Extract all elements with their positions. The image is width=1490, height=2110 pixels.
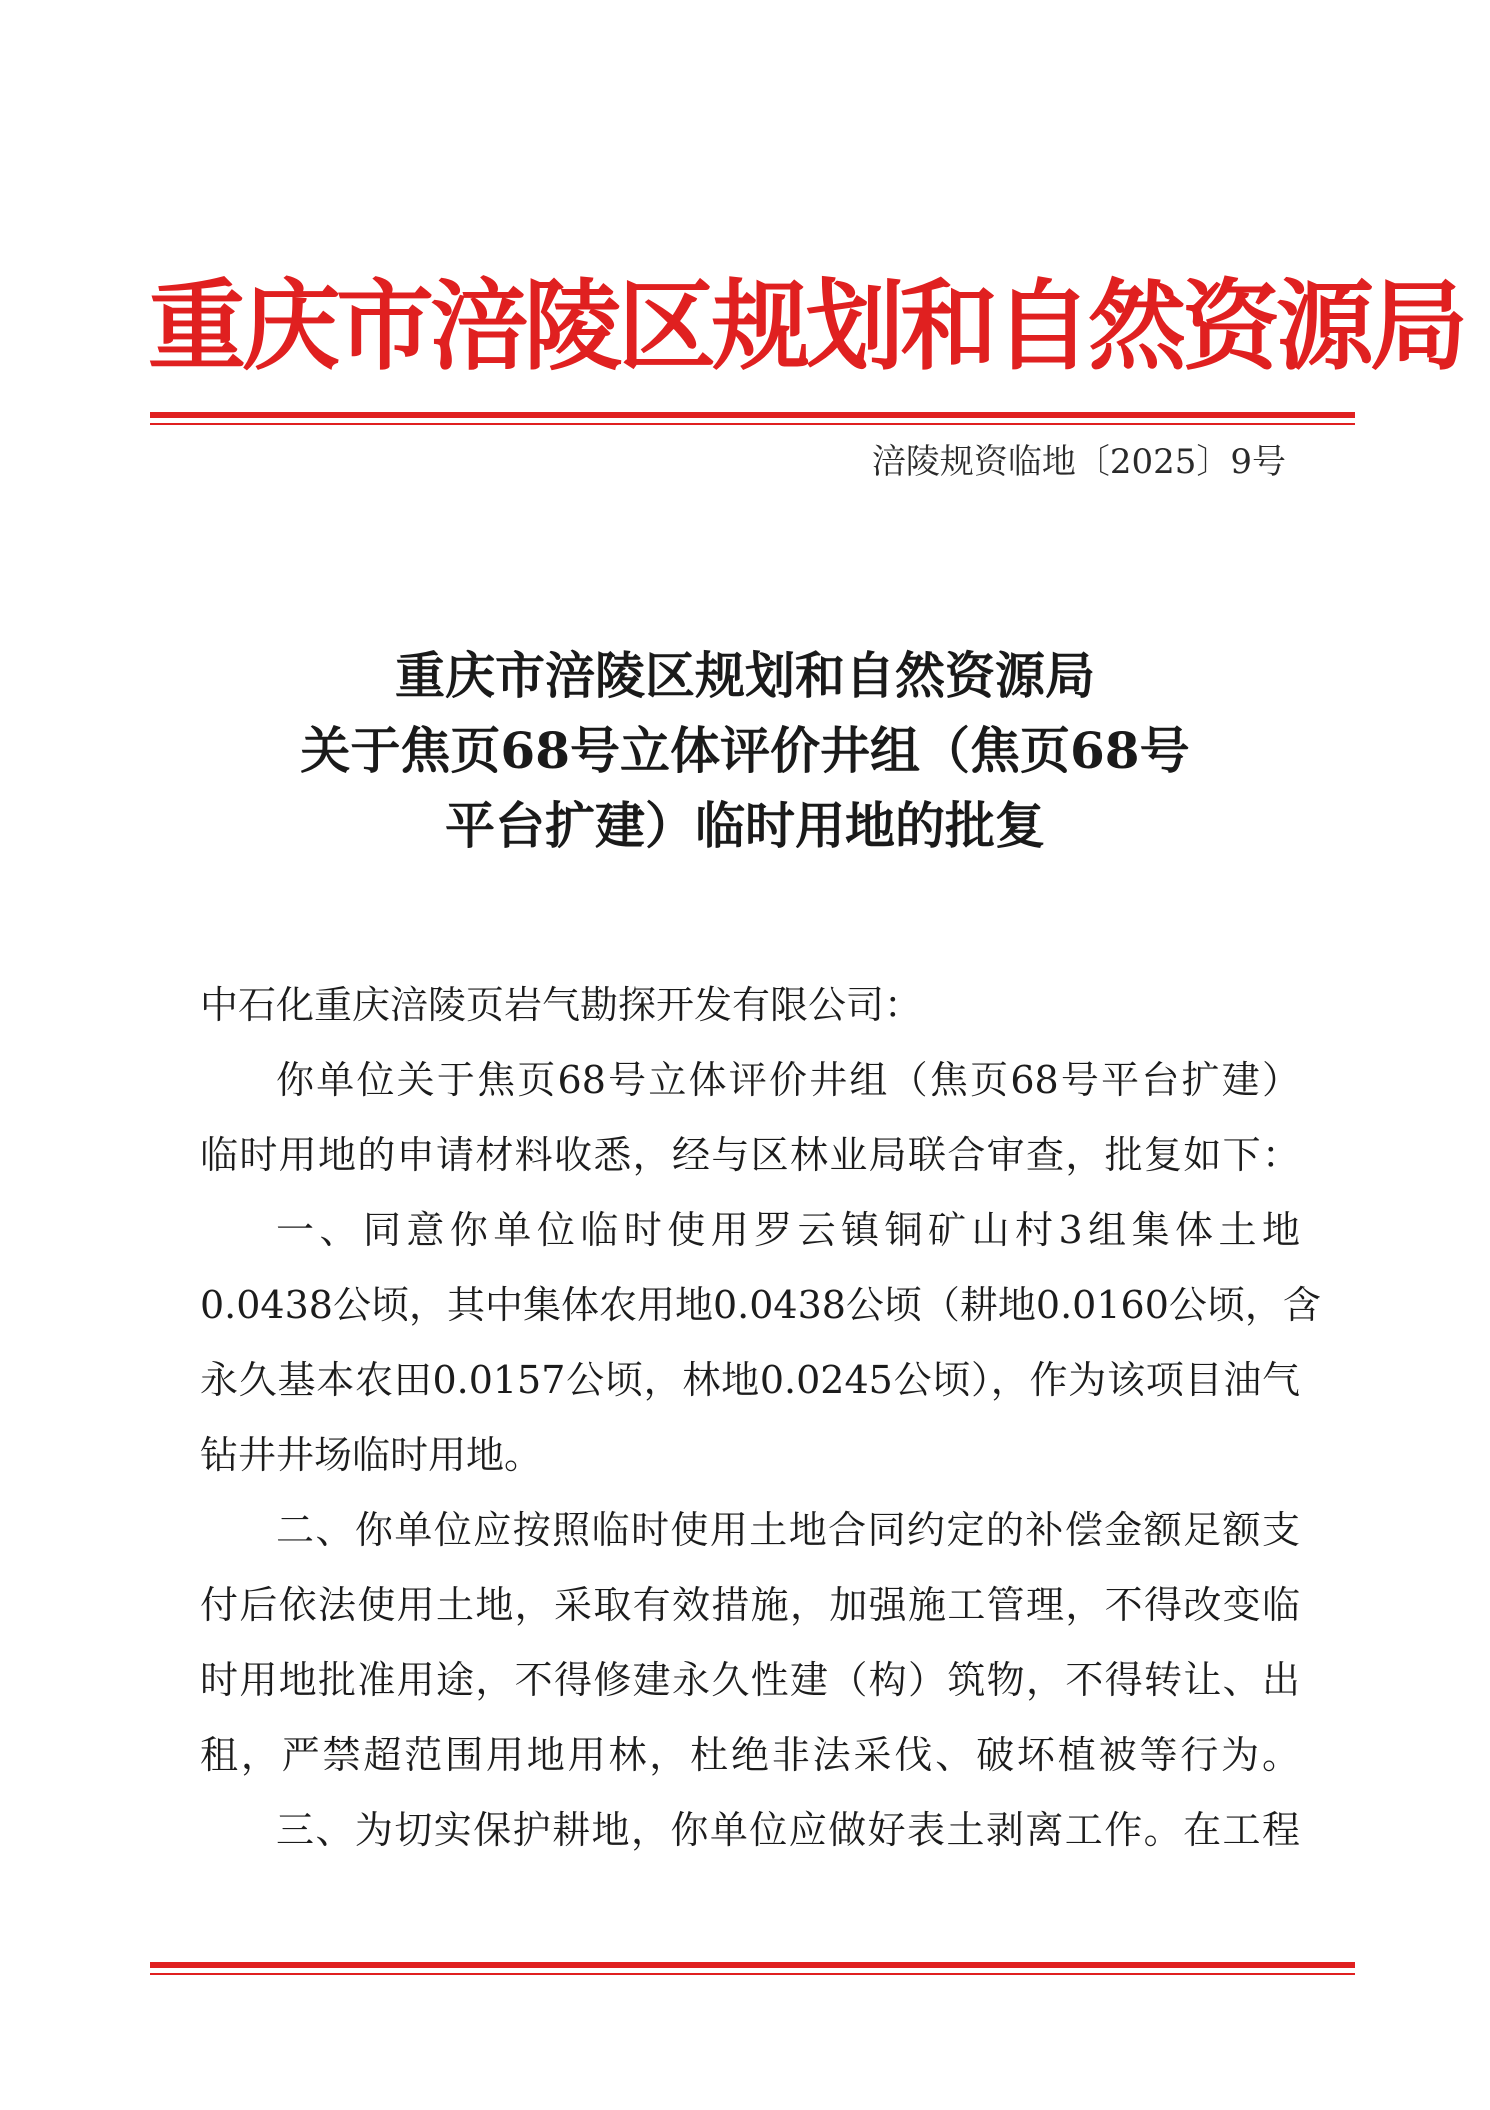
footer-rule-thin: [150, 1973, 1355, 1975]
item1-line: 永久基本农田0.0157公顷，林地0.0245公顷），作为该项目油气: [200, 1358, 1300, 1402]
letterhead-rule-thick: [150, 412, 1355, 418]
footer-rule-thick: [150, 1962, 1355, 1968]
heading-line: 平台扩建）临时用地的批复: [445, 796, 1045, 855]
intro-line: 你单位关于焦页68号立体评价井组（焦页68号平台扩建）: [276, 1058, 1300, 1102]
item1-line: 一、同意你单位临时使用罗云镇铜矿山村3组集体土地: [276, 1208, 1300, 1252]
letterhead-rule-thin: [150, 423, 1355, 425]
heading-line: 重庆市涪陵区规划和自然资源局: [395, 646, 1095, 705]
intro-line: 临时用地的申请材料收悉，经与区林业局联合审查，批复如下：: [200, 1133, 1300, 1177]
document-number: 涪陵规资临地〔2025〕9号: [871, 442, 1286, 482]
document-heading: [200, 638, 1290, 863]
item2-line: 付后依法使用土地，采取有效措施，加强施工管理，不得改变临: [200, 1583, 1300, 1627]
document-body: [200, 968, 1321, 1868]
item2-line: 二、你单位应按照临时使用土地合同约定的补偿金额足额支: [276, 1508, 1300, 1552]
letterhead-agency-name: 重庆市涪陵区规划和自然资源局: [148, 270, 1465, 384]
heading-line: 关于焦页68号立体评价井组（焦页68号: [300, 721, 1190, 780]
addressee: 中石化重庆涪陵页岩气勘探开发有限公司：: [200, 983, 923, 1027]
item2-line: 租，严禁超范围用地用林，杜绝非法采伐、破坏植被等行为。: [200, 1733, 1300, 1777]
item3-line: 三、为切实保护耕地，你单位应做好表土剥离工作。在工程: [276, 1808, 1300, 1852]
item1-line: 0.0438公顷，其中集体农用地0.0438公顷（耕地0.0160公顷，含: [200, 1283, 1321, 1327]
item1-line: 钻井井场临时用地。: [200, 1433, 543, 1477]
item2-line: 时用地批准用途，不得修建永久性建（构）筑物，不得转让、出: [200, 1658, 1300, 1702]
